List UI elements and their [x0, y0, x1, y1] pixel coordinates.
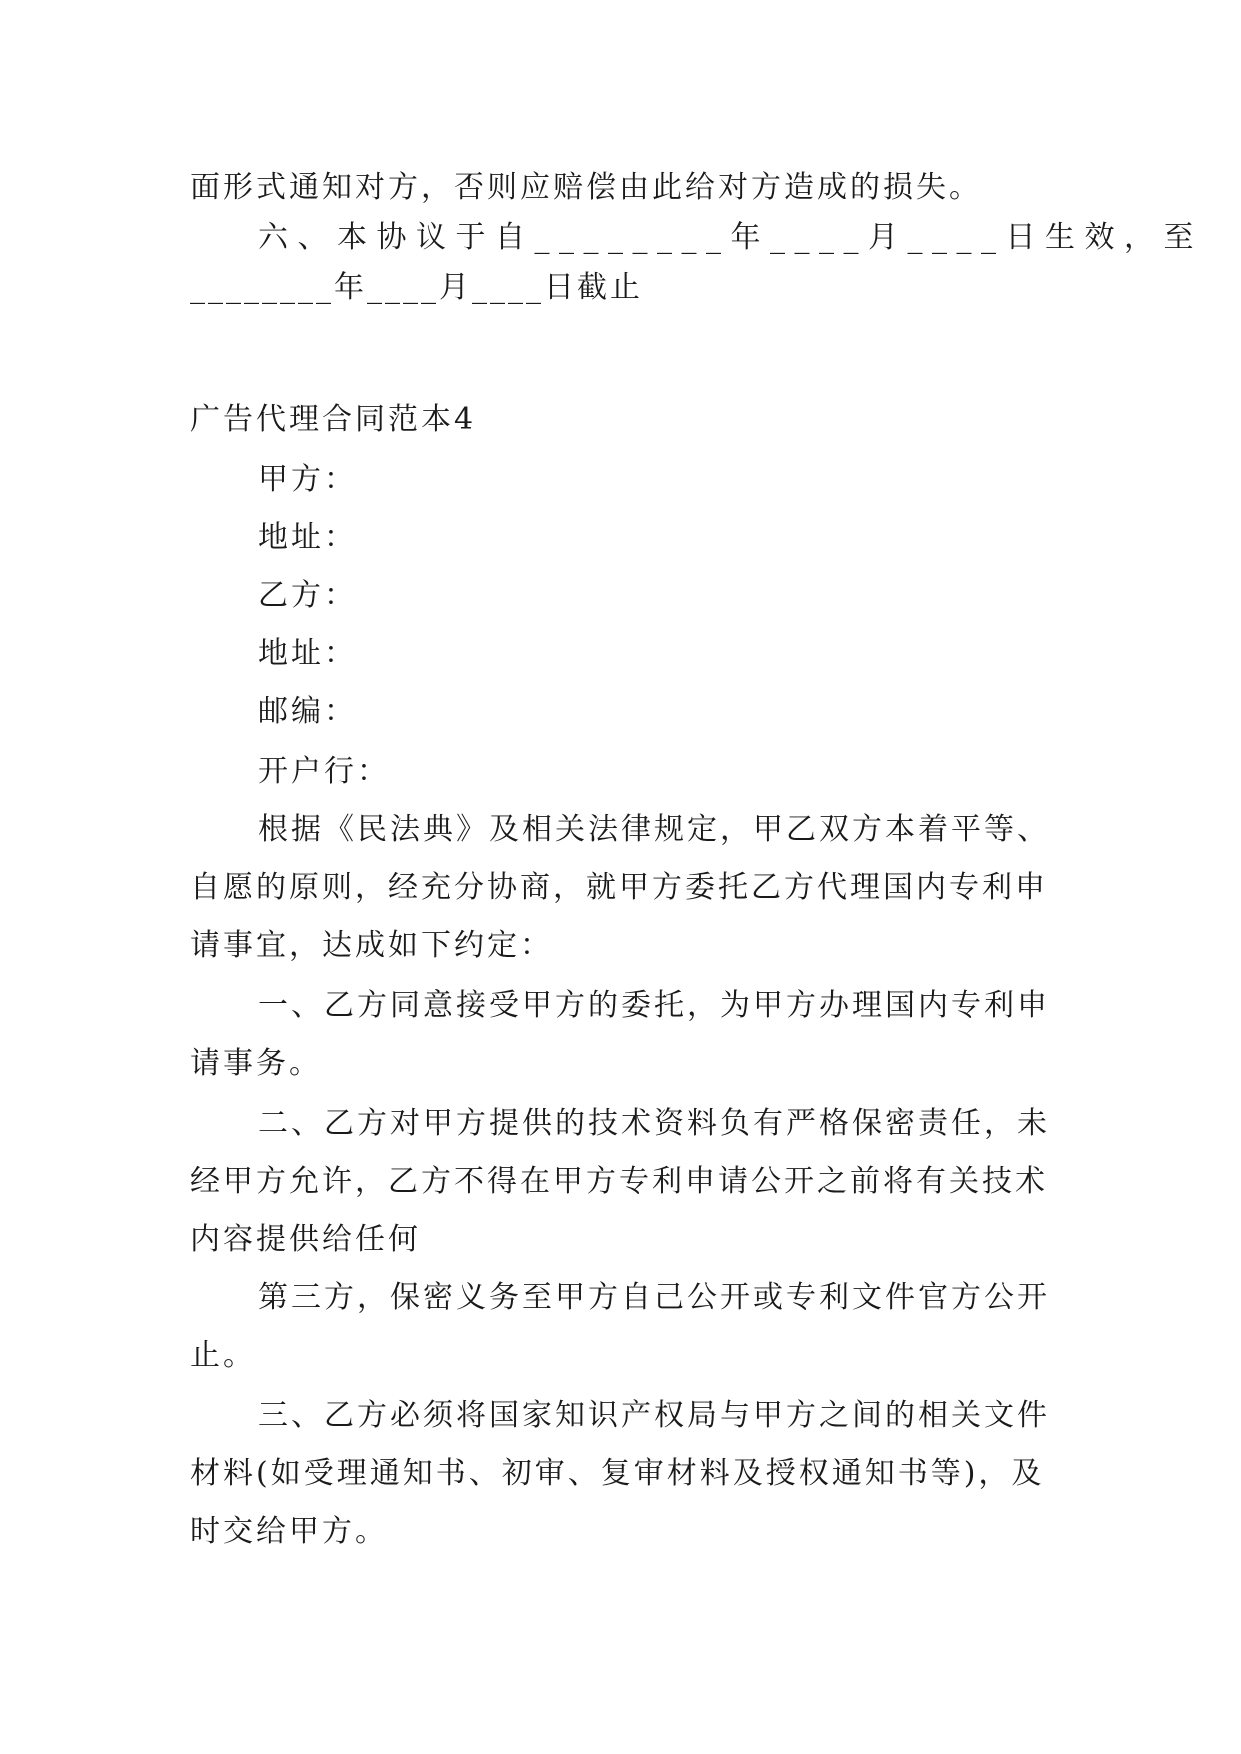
- clause-2b-line-2: 止。: [190, 1338, 256, 1373]
- party-b-label: 乙方：: [258, 578, 357, 613]
- clause-2-line-3: 内容提供给任何: [190, 1222, 421, 1257]
- postcode-label: 邮编：: [258, 694, 357, 729]
- text-line-12: 自愿的原则，经充分协商，就甲方委托乙方代理国内专利申: [190, 870, 1048, 905]
- party-a-label: 甲方：: [258, 462, 357, 497]
- clause-2b-line-1: 第三方，保密义务至甲方自己公开或专利文件官方公开: [258, 1280, 1050, 1315]
- text-line-1: 面形式通知对方，否则应赔偿由此给对方造成的损失。: [190, 170, 982, 205]
- clause-3-line-1: 三、乙方必须将国家知识产权局与甲方之间的相关文件: [258, 1398, 1050, 1433]
- clause-1-line-1: 一、乙方同意接受甲方的委托，为甲方办理国内专利申: [258, 988, 1050, 1023]
- bank-label: 开户行：: [258, 754, 390, 789]
- text-line-13: 请事宜，达成如下约定：: [190, 928, 553, 963]
- text-line-3: ________年____月____日截止: [190, 270, 643, 305]
- section-title: 广告代理合同范本4: [190, 402, 477, 437]
- clause-3-line-3: 时交给甲方。: [190, 1514, 388, 1549]
- text-line-2: 六、本协议于自________年____月____日生效，至: [258, 220, 1203, 255]
- text-line-11: 根据《民法典》及相关法律规定，甲乙双方本着平等、: [258, 812, 1050, 847]
- clause-2-line-2: 经甲方允许，乙方不得在甲方专利申请公开之前将有关技术: [190, 1164, 1048, 1199]
- clause-3-line-2: 材料(如受理通知书、初审、复审材料及授权通知书等)，及: [190, 1456, 1045, 1491]
- clause-1-line-2: 请事务。: [190, 1046, 322, 1081]
- address-label-1: 地址：: [258, 520, 357, 555]
- clause-2-line-1: 二、乙方对甲方提供的技术资料负有严格保密责任，未: [258, 1106, 1050, 1141]
- address-label-2: 地址：: [258, 636, 357, 671]
